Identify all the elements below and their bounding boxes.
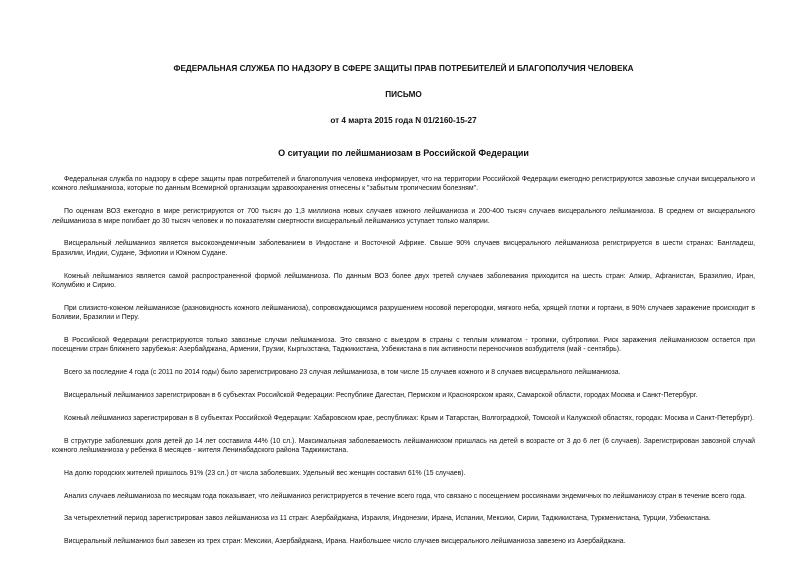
paragraph: Висцеральный лейшманиоз зарегистрирован в 6 субъектах Российской Федерации: Республике Дагестан, Пермском и Красноярском краях, Самарской области, городах Москва и Санкт-Петербург.	[64, 392, 698, 400]
paragraph: В Российской Федерации регистрируются только завозные случаи лейшманиоза. Это связано с выездом в страны с теплым климатом - тропики, субтропики. Риск заражения лейшманиозом остается при посещении стран ближнего зарубежья: Азербайджана, Армении, Грузии, Кыргызстана, Таджикистана, Узбекистана в пик активности переносчиков возбудителя (май - сентябрь).	[52, 337, 755, 354]
paragraph: Висцеральный лейшманиоз был завезен из трех стран: Мексики, Азербайджана, Ирана. Наибольшее число случаев висцерального лейшманиоза завезено из Азербайджана.	[64, 538, 626, 546]
document-subject: О ситуации по лейшманиозам в Российской Федерации	[278, 148, 529, 158]
document-number: от 4 марта 2015 года N 01/2160-15-27	[330, 116, 477, 125]
document-type: ПИСЬМО	[385, 90, 422, 99]
paragraph: Анализ случаев лейшманиоза по месяцам года показывает, что лейшманиоз регистрируется в течение всего года, что связано с посещением россиянами эндемичных по лейшманиозу стран в течение всего года.	[64, 492, 747, 500]
paragraph: Кожный лейшманиоз является самой распространенной формой лейшманиоза. По данным ВОЗ более двух третей случаев заболевания приходится на шесть стран: Алжир, Афганистан, Бразилию, Иран, Колумбию и Сирию.	[52, 272, 755, 290]
agency-heading: ФЕДЕРАЛЬНАЯ СЛУЖБА ПО НАДЗОРУ В СФЕРЕ ЗАЩИТЫ ПРАВ ПОТРЕБИТЕЛЕЙ И БЛАГОПОЛУЧИЯ ЧЕЛОВЕКА	[173, 64, 634, 73]
paragraph: Висцеральный лейшманиоз является высокоэндемичным заболеванием в Индостане и Восточной Африке. Свыше 90% случаев висцерального лейшманиоза регистрируется в шести странах: Бангладеш, Бразилии, Индии, Судане, Эфиопии и Южном Судане.	[52, 240, 755, 257]
paragraph: В структуре заболевших доля детей до 14 лет составила 44% (10 сл.). Максимальная заболеваемость лейшманиозом пришлась на детей в возрасте от 3 до 6 лет (6 случаев). Зарегистрирован завозной случай кожного лейшманиоза у ребенка 8 месяцев - жителя Ленинабадского района Таджикистана.	[52, 437, 755, 455]
paragraph: По оценкам ВОЗ ежегодно в мире регистрируются от 700 тысяч до 1,3 миллиона новых случаев кожного лейшманиоза и 200-400 тысяч случаев висцерального лейшманиоза. В среднем от висцерального лейшманиоза в мире погибает до 30 тысяч человек и по показателям смертности висцеральный лейшманиоз уступает только малярии.	[52, 208, 755, 225]
paragraph: Всего за последние 4 года (с 2011 по 2014 годы) было зарегистрировано 23 случая лейшманиоза, в том числе 15 случаев кожного и 8 случаев висцерального лейшманиоза.	[64, 369, 621, 377]
paragraph: За четырехлетний период зарегистрирован завоз лейшманиоза из 11 стран: Азербайджана, Израиля, Индонезии, Ирана, Испании, Мексики, Сирии, Таджикистана, Туркменистана, Турции, Узбекистана.	[64, 515, 711, 523]
document-body	[52, 175, 755, 547]
paragraph: Кожный лейшманиоз зарегистрирован в 8 субъектах Российской Федерации: Хабаровском крае, республиках: Крым и Татарстан, Волгоградской, Томской и Калужской областях, городах: Москва и Санкт-Петербург).	[64, 414, 755, 422]
paragraph: На долю городских жителей пришлось 91% (23 сл.) от числа заболевших. Удельный вес женщин составил 61% (15 случаев).	[64, 469, 466, 477]
paragraph: Федеральная служба по надзору в сфере защиты прав потребителей и благополучия человека информирует, что на территории Российской Федерации ежегодно регистрируются завозные случаи висцерального и кожного лейшманиоза, которые по данным Всемирной организации здравоохранения отнесены к "забытым тропическим болезням".	[52, 176, 755, 193]
paragraph: При слизисто-кожном лейшманиозе (разновидность кожного лейшманиоза), сопровождающимся разрушением носовой перегородки, мягкого неба, хрящей глотки и гортани, в 90% случаев заражение происходит в Боливии, Бразилии и Перу.	[52, 304, 755, 322]
